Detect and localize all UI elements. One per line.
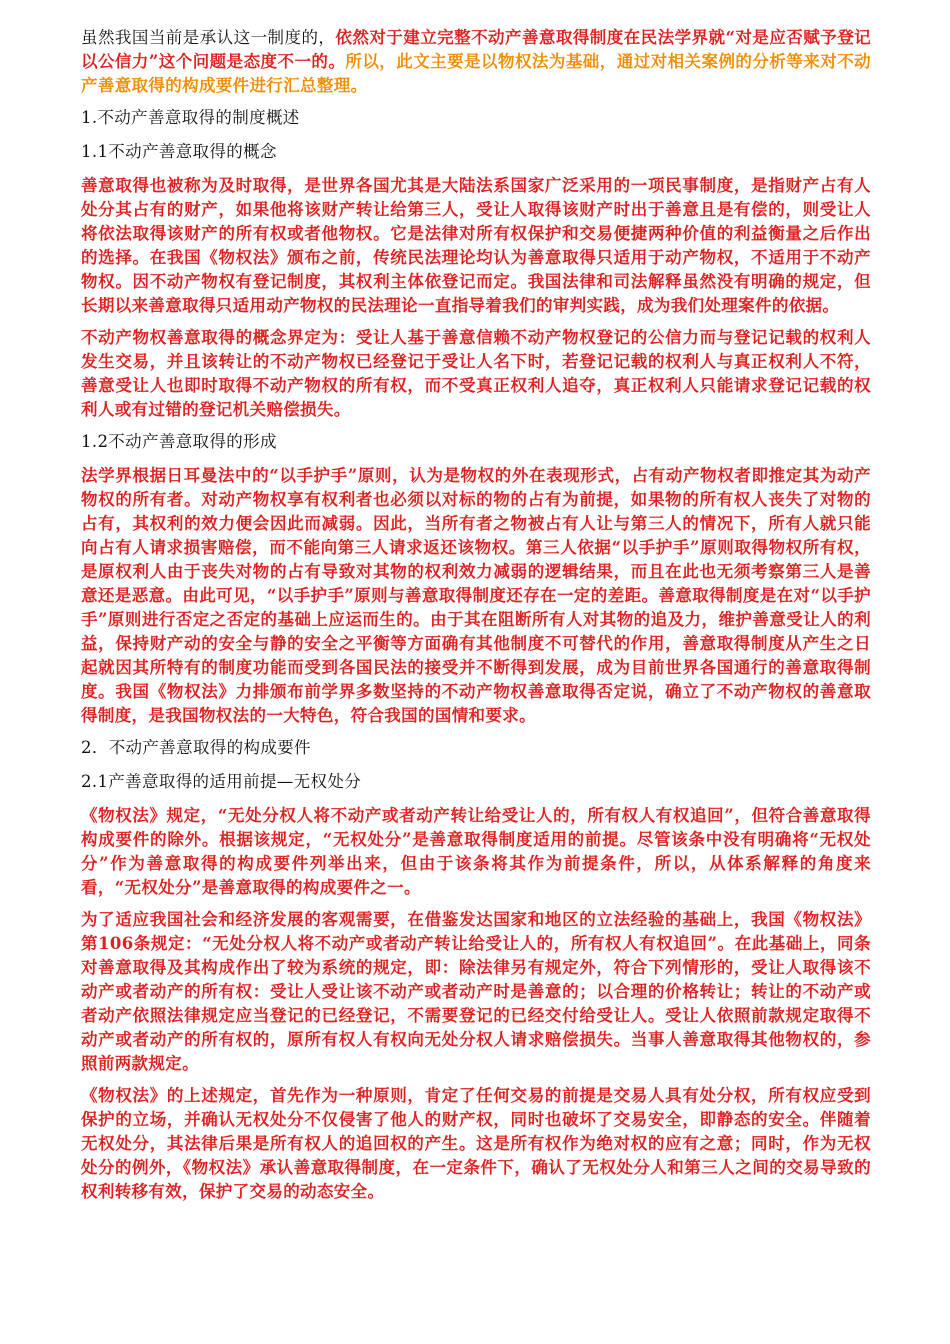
intro-paragraph [81,26,871,98]
paragraph-principle: 《物权法》的上述规定，首先作为一种原则，肯定了任何交易的前提是交易人具有处分权，所有权应受到保护的立场，并确认无权处分不仅侵害了他人的财产权，同时也破坏了交易安全，即静态的安全。伴随着无权处分，其法律后果是所有权人的追回权的产生。这是所有权作为绝对权的应有之意；同时，作为无权处分的例外，《物权法》承认善意取得制度，在一定条件下，确认了无权处分人和第三人之间的交易导致的权利转移有效，保护了交易的动态安全。 [81,1086,871,1201]
paragraph-article-106: 为了适应我国社会和经济发展的客观需要，在借鉴发达国家和地区的立法经验的基础上，我国《物权法》第106条规定：“无处分权人将不动产或者动产转让给受让人的，所有权人有权追回”。在此基础上，同条对善意取得及其构成作出了较为系统的规定，即：除法律另有规定外，符合下列情形的，受让人取得该不动产或者动产的所有权：受让人受让该不动产或者动产时是善意的；以合理的价格转让；转让的不动产或者动产依照法律规定应当登记的已经登记，不需要登记的已经交付给受让人。受让人依照前款规定取得不动产或者动产的所有权的，原所有权人有权向无处分权人请求赔偿损失。当事人善意取得其他物权的，参照前两款规定。 [81,910,871,1073]
section-heading-1-2: 1.2不动产善意取得的形成 [81,432,277,451]
paragraph-definition: 不动产物权善意取得的概念界定为：受让人基于善意信赖不动产物权登记的公信力而与登记记载的权利人发生交易，并且该转让的不动产物权已经登记于受让人名下时，若登记记载的权利人与真正权利人不符，善意受让人也即时取得不动产物权的所有权，而不受真正权利人追夺，真正权利人只能请求登记记载的权利人或有过错的登记机关赔偿损失。 [81,328,871,419]
paragraph-concept: 善意取得也被称为及时取得，是世界各国尤其是大陆法系国家广泛采用的一项民事制度，是指财产占有人处分其占有的财产，如果他将该财产转让给第三人，受让人取得该财产时出于善意且是有偿的，则受让人将依法取得该财产的所有权或者他物权。它是法律对所有权保护和交易便捷两种价值的利益衡量之后作出的选择。在我国《物权法》颁布之前，传统民法理论均认为善意取得只适用于动产物权，不适用于不动产物权。因不动产物权有登记制度，其权利主体依登记而定。我国法律和司法解释虽然没有明确的规定，但长期以来善意取得只适用动产物权的民法理论一直指导着我们的审判实践，成为我们处理案件的依据。 [81,176,871,315]
document-page [81,26,871,1212]
intro-text-red: 依然对于建立完整不动产善意取得制度在民法学界就“对是应否赋予登记以公信力”这个问题是态度不一的。 [81,28,871,71]
intro-text-black: 虽然我国当前是承认这一制度的， [81,28,336,47]
paragraph-premise: 《物权法》规定，“无处分权人将不动产或者动产转让给受让人的，所有权人有权追回”，但符合善意取得构成要件的除外。根据该规定，“无权处分”是善意取得制度适用的前提。尽管该条中没有明确将“无权处分”作为善意取得的构成要件列举出来，但由于该条将其作为前提条件，所以，从体系解释的角度来看，“无权处分”是善意取得的构成要件之一。 [81,806,871,897]
intro-text-orange: 所以，此文主要是以物权法为基础，通过对相关案例的分析等来对不动产善意取得的构成要件进行汇总整理。 [81,52,872,95]
paragraph-formation: 法学界根据日耳曼法中的“以手护手”原则，认为是物权的外在表现形式，占有动产物权者即推定其为动产物权的所有者。对动产物权享有权利者也必须以对标的物的占有为前提，如果物的所有权人丧失了对物的占有，其权利的效力便会因此而减弱。因此，当所有者之物被占有人让与第三人的情况下，所有人就只能向占有人请求损害赔偿，而不能向第三人请求返还该物权。第三人依据“以手护手”原则取得物权所有权，是原权利人由于丧失对物的占有导致对其物的权利效力减弱的逻辑结果，而且在此也无须考察第三人是善意还是恶意。由此可见，“以手护手”原则与善意取得制度还存在一定的差距。善意取得制度是在对“以手护手”原则进行否定之否定的基础上应运而生的。由于其在阻断所有人对其物的追及力，维护善意受让人的利益，保持财产动的安全与静的安全之平衡等方面确有其他制度不可替代的作用，善意取得制度从产生之日起就因其所特有的制度功能而受到各国民法的接受并不断得到发展，成为目前世界各国通行的善意取得制度。我国《物权法》力排颁布前学界多数坚持的不动产物权善意取得否定说，确立了不动产物权的善意取得制度，是我国物权法的一大特色，符合我国的国情和要求。 [81,466,871,725]
section-heading-2-1: 2.1产善意取得的适用前提—无权处分 [81,772,362,791]
section-heading-1-1: 1.1不动产善意取得的概念 [81,142,277,161]
section-heading-1: 1.不动产善意取得的制度概述 [81,108,300,127]
section-heading-2: 2．不动产善意取得的构成要件 [81,738,311,757]
